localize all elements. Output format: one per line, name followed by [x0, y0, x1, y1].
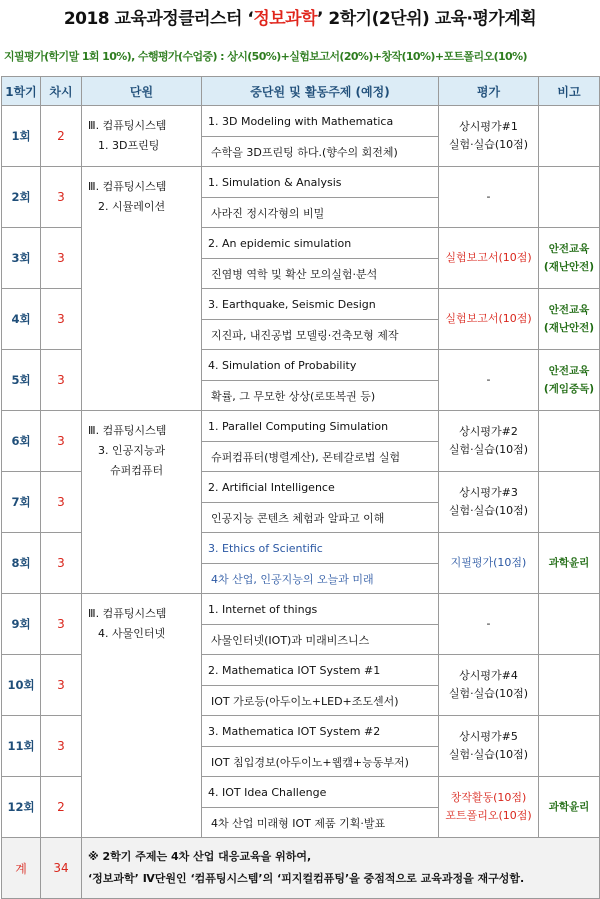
topic-activity: 진염병 역학 및 확산 모의실험·분석	[202, 259, 439, 289]
note-cell: 안전교육 (재난안전)	[539, 228, 600, 289]
header-topic: 중단원 및 활동주제 (예정)	[202, 77, 439, 106]
topic-title: 1. Internet of things	[202, 594, 439, 625]
semester-cell: 1회	[2, 106, 41, 167]
semester-cell: 8회	[2, 533, 41, 594]
topic-activity: 사라진 정시각형의 비밀	[202, 198, 439, 228]
note-cell: 과학윤리	[539, 533, 600, 594]
unit-cell	[82, 594, 202, 838]
evaluation-summary: 지필평가(학기말 1회 10%), 수행평가(수업중) : 상시(50%)+실험보고서(20%)+창작(10%)+포트폴리오(10%)	[4, 50, 527, 63]
session-count: 3	[41, 167, 82, 228]
curriculum-table	[1, 76, 600, 899]
session-count: 3	[41, 472, 82, 533]
evaluation-cell: 실험보고서(10점)	[439, 228, 539, 289]
evaluation-cell: 상시평가#5 실험·실습(10점)	[439, 716, 539, 777]
topic-title: 2. Mathematica IOT System #1	[202, 655, 439, 686]
header-eval: 평가	[439, 77, 539, 106]
semester-cell: 6회	[2, 411, 41, 472]
topic-title: 4. IOT Idea Challenge	[202, 777, 439, 808]
topic-activity: 인공지능 콘텐츠 체험과 알파고 이해	[202, 503, 439, 533]
topic-activity: 지진파, 내진공법 모델링·건축모형 제작	[202, 320, 439, 350]
topic-title: 2. Artificial Intelligence	[202, 472, 439, 503]
unit-line: 2. 시뮬레이션	[98, 200, 166, 213]
evaluation-cell: 상시평가#2 실험·실습(10점)	[439, 411, 539, 472]
unit-line: 1. 3D프린팅	[98, 139, 160, 152]
unit-cell	[82, 167, 202, 411]
note-cell	[539, 716, 600, 777]
topic-title: 4. Simulation of Probability	[202, 350, 439, 381]
header-note: 비고	[539, 77, 600, 106]
unit-cell	[82, 106, 202, 167]
evaluation-cell: 창작활동(10점) 포트폴리오(10점)	[439, 777, 539, 838]
note-cell: 안전교육 (게임중독)	[539, 350, 600, 411]
topic-activity: 슈퍼컴퓨터(병렬계산), 몬테갈로법 실험	[202, 442, 439, 472]
semester-cell: 3회	[2, 228, 41, 289]
unit-line: Ⅲ. 컴퓨팅시스템	[88, 607, 167, 620]
page-title	[0, 4, 600, 29]
header-unit: 단원	[82, 77, 202, 106]
session-count: 3	[41, 350, 82, 411]
table-row	[2, 106, 600, 137]
note-cell	[539, 655, 600, 716]
total-row	[2, 838, 600, 899]
semester-cell: 9회	[2, 594, 41, 655]
semester-cell: 12회	[2, 777, 41, 838]
total-count: 34	[41, 838, 82, 899]
semester-cell: 4회	[2, 289, 41, 350]
title-prefix: 2018 교육과정클러스터 ‘	[63, 9, 254, 29]
semester-cell: 10회	[2, 655, 41, 716]
table-row	[2, 594, 600, 625]
note-cell	[539, 472, 600, 533]
evaluation-cell: 상시평가#1 실험·실습(10점)	[439, 106, 539, 167]
session-count: 3	[41, 411, 82, 472]
semester-cell: 7회	[2, 472, 41, 533]
table-row	[2, 167, 600, 198]
header-semester: 1학기	[2, 77, 41, 106]
evaluation-cell: -	[439, 594, 539, 655]
semester-cell: 2회	[2, 167, 41, 228]
evaluation-cell: -	[439, 167, 539, 228]
topic-activity: 4차 산업 미래형 IOT 제품 기획·발표	[202, 808, 439, 838]
table-row	[2, 411, 600, 442]
topic-title: 2. An epidemic simulation	[202, 228, 439, 259]
topic-activity: 확률, 그 무모한 상상(로또복권 등)	[202, 381, 439, 411]
evaluation-cell: -	[439, 350, 539, 411]
unit-line: Ⅲ. 컴퓨팅시스템	[88, 180, 167, 193]
note-cell: 과학윤리	[539, 777, 600, 838]
note-cell	[539, 594, 600, 655]
title-suffix: ’ 2학기(2단위) 교육·평가계획	[317, 9, 537, 29]
unit-cell	[82, 411, 202, 594]
evaluation-cell: 상시평가#3 실험·실습(10점)	[439, 472, 539, 533]
evaluation-cell: 실험보고서(10점)	[439, 289, 539, 350]
evaluation-cell: 상시평가#4 실험·실습(10점)	[439, 655, 539, 716]
header-row	[2, 77, 600, 106]
topic-title: 1. Simulation & Analysis	[202, 167, 439, 198]
title-highlight: 정보과학	[253, 9, 318, 29]
session-count: 3	[41, 228, 82, 289]
topic-activity: 사물인터넷(IOT)과 미래비즈니스	[202, 625, 439, 655]
note-cell	[539, 167, 600, 228]
unit-line: 슈퍼컴퓨터	[110, 464, 164, 477]
note-cell	[539, 106, 600, 167]
session-count: 2	[41, 777, 82, 838]
session-count: 2	[41, 106, 82, 167]
session-count: 3	[41, 716, 82, 777]
topic-activity: 4차 산업, 인공지능의 오늘과 미래	[202, 564, 439, 594]
topic-activity: IOT 가로등(아두이노+LED+조도센서)	[202, 686, 439, 716]
semester-cell: 5회	[2, 350, 41, 411]
unit-line: 3. 인공지능과	[98, 444, 166, 457]
total-label: 계	[2, 838, 41, 899]
header-session: 차시	[41, 77, 82, 106]
unit-line: 4. 사물인터넷	[98, 627, 166, 640]
unit-line: Ⅲ. 컴퓨팅시스템	[88, 424, 167, 437]
semester-cell: 11회	[2, 716, 41, 777]
session-count: 3	[41, 655, 82, 716]
topic-activity: 수학을 3D프린팅 하다.(향수의 회전체)	[202, 137, 439, 167]
session-count: 3	[41, 289, 82, 350]
note-cell: 안전교육 (재난안전)	[539, 289, 600, 350]
evaluation-cell: 지필평가(10점)	[439, 533, 539, 594]
topic-title: 1. 3D Modeling with Mathematica	[202, 106, 439, 137]
topic-activity: IOT 침입경보(아두이노+웹캠+능동부저)	[202, 747, 439, 777]
unit-line: Ⅲ. 컴퓨팅시스템	[88, 119, 167, 132]
session-count: 3	[41, 594, 82, 655]
total-note: ※ 2학기 주제는 4차 산업 대응교육을 위하여, ‘정보과학’ Ⅳ단원인 ‘컴퓨팅시스템’의 ‘피지컬컴퓨팅’을 중점적으로 교육과정을 재구성함.	[82, 838, 600, 899]
note-cell	[539, 411, 600, 472]
topic-title: 1. Parallel Computing Simulation	[202, 411, 439, 442]
topic-title: 3. Earthquake, Seismic Design	[202, 289, 439, 320]
session-count: 3	[41, 533, 82, 594]
topic-title: 3. Mathematica IOT System #2	[202, 716, 439, 747]
topic-title: 3. Ethics of Scientific	[202, 533, 439, 564]
